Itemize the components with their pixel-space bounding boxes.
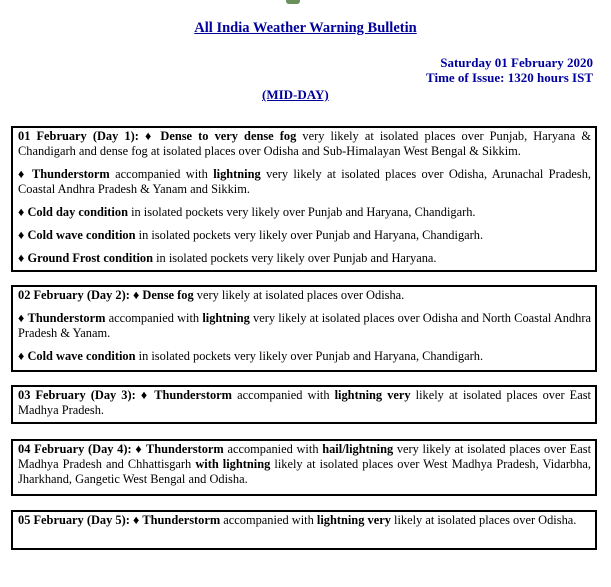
warning-text: very likely at isolated places over East Madhya Pradesh and Chhattisgarh [18, 442, 592, 471]
bullet-icon: ♦ [18, 167, 27, 181]
warning-item [18, 349, 591, 364]
warning-item [18, 388, 591, 418]
day-label: 01 February (Day 1): [18, 129, 139, 143]
warning-text: in isolated pockets very likely over Punjab and Haryana. [152, 251, 437, 265]
phenomenon: lightning [316, 513, 365, 527]
day-1-warning-box [11, 126, 597, 272]
warning-text: accompanied with [232, 388, 335, 402]
phenomenon: very [382, 388, 411, 402]
phenomenon: very [364, 513, 391, 527]
phenomenon: Cold day condition [27, 205, 128, 219]
warning-item [18, 167, 591, 197]
warning-text: very likely at isolated places over Odisha. [193, 288, 405, 302]
bulletin-title: All India Weather Warning Bulletin [194, 20, 417, 36]
phenomenon: Thunderstorm [27, 311, 106, 325]
phenomenon: Thunderstorm [142, 513, 221, 527]
warning-text: likely at isolated places over East Madhya Pradesh. [18, 388, 591, 417]
phenomenon: Ground Frost condition [27, 251, 153, 265]
phenomenon: Dense to very dense fog [160, 129, 297, 143]
warning-item [18, 288, 591, 303]
warning-item [18, 129, 591, 159]
bullet-icon: ♦ [18, 251, 25, 265]
phenomenon: with lightning [195, 457, 271, 471]
warning-text: very likely at isolated places over Odisha and North Coastal Andhra Pradesh & Yanam. [18, 311, 591, 340]
bullet-icon: ♦ [132, 288, 140, 302]
phenomenon: Thunderstorm [154, 388, 232, 402]
warning-item [18, 205, 591, 220]
warning-item [18, 311, 591, 341]
warning-text: likely at isolated places over West Madhya Pradesh, Vidarbha, Jharkhand, Gangetic West Bengal and Odisha. [18, 457, 591, 486]
phenomenon: Thunderstorm [145, 442, 224, 456]
warning-text: accompanied with [109, 167, 214, 181]
phenomenon: Thunderstorm [31, 167, 110, 181]
bullet-icon: ♦ [18, 228, 25, 242]
warning-item [18, 251, 591, 266]
day-5-warning-box [11, 510, 597, 550]
warning-text: in isolated pockets very likely over Punjab and Haryana, Chandigarh. [135, 349, 484, 363]
bullet-icon: ♦ [144, 129, 155, 143]
day-label: 04 February (Day 4): [18, 442, 132, 456]
bullet-icon: ♦ [18, 311, 25, 325]
phenomenon: hail/lightning [322, 442, 394, 456]
warning-text: in isolated pockets very likely over Punjab and Haryana, Chandigarh. [135, 228, 484, 242]
day-label: 05 February (Day 5): [18, 513, 130, 527]
phenomenon: lightning [334, 388, 383, 402]
day-label: 02 February (Day 2): [18, 288, 130, 302]
warning-item [18, 228, 591, 243]
bullet-icon: ♦ [135, 442, 143, 456]
bullet-icon: ♦ [18, 205, 25, 219]
warning-text: accompanied with [223, 442, 323, 456]
warning-text: very likely at isolated places over Odisha, Arunachal Pradesh, Coastal Andhra Pradesh & Yanam and Sikkim. [18, 167, 592, 196]
phenomenon: Cold wave condition [27, 349, 136, 363]
day-2-warning-box [11, 285, 597, 372]
day-label: 03 February (Day 3): [18, 388, 136, 402]
warning-text: likely at isolated places over Odisha. [390, 513, 577, 527]
warning-item [18, 513, 591, 528]
warning-text: very likely at isolated places over Punjab, Haryana & Chandigarh and dense fog at isolated places over Odisha and Sub-Himalayan West Bengal & Sikkim. [18, 129, 591, 158]
bullet-icon: ♦ [132, 513, 140, 527]
warning-item [18, 442, 591, 487]
bullet-icon: ♦ [18, 349, 25, 363]
logo-emblem-fragment [286, 0, 300, 4]
warning-text: accompanied with [220, 513, 317, 527]
edition-label: (MID-DAY) [262, 87, 329, 102]
phenomenon: lightning [213, 167, 261, 181]
issue-info [426, 55, 593, 85]
warning-text: in isolated pockets very likely over Punjab and Haryana, Chandigarh. [127, 205, 476, 219]
day-3-warning-box [11, 385, 597, 424]
day-4-warning-box [11, 439, 597, 496]
phenomenon: Cold wave condition [27, 228, 136, 242]
phenomenon: Dense fog [142, 288, 194, 302]
phenomenon: lightning [202, 311, 250, 325]
warning-text: accompanied with [105, 311, 203, 325]
issue-time: Time of Issue: 1320 hours IST [426, 70, 593, 85]
bullet-icon: ♦ [140, 388, 150, 402]
issue-date: Saturday 01 February 2020 [440, 55, 593, 70]
